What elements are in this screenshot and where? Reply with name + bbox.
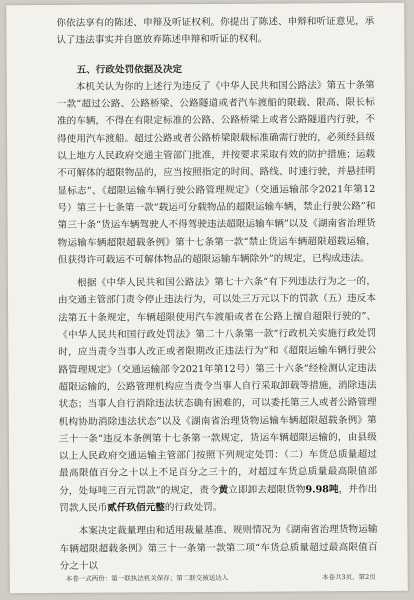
paragraph-discretion: 本案决定裁量理由和适用裁量基准、规则情况为《湖南省治理货物运输车辆超限超载条例》第三十一条第一款第二项“车货总质量超过最高限值百分之十以 [59, 524, 378, 572]
section-heading: 五、行政处罚依据及决定 [76, 63, 183, 76]
footer-copies: 本卷一式两份：第一联执法机关保存；第二联交被送达人 [65, 573, 229, 583]
handwritten-fine: 贰仟玖佰元整 [107, 502, 165, 514]
penalty-text-mid: 立即卸去超限货物 [228, 484, 306, 496]
paragraph-violation: 本机关认为你的上述行为违反了《中华人民共和国公路法》第五十条第一款“超过公路、公路桥梁、公路隧道或者汽车渡船的限载、限高、限长标准的车辆，不得在有限定标准的公路、公路桥梁上或者公路隧道内行驶，不得使用汽车渡船。超过公路或者公路桥梁限载标准确需行驶的，必须经县级以上地方人民政府交通主管部门批准，并按要求采取有效的防护措施；运载不可解体的超限物品的，应当按照指定的时间、路线、时速行驶，并悬挂明显标志”、《超限运输车辆行驶公路管理规定》（交通运输部令2021年第12号）第三十七条第一款“载运可分载物品的超限运输车辆，禁止行驶公路”和第三十条“货运车辆驾驶人不得驾驶违法超限运输车辆”以及《湖南省治理货物运输车辆超限超载条例》第十七条第一款“禁止货运车辆超限超载运输，但获得许可载运不可解体物品的超限运输车辆除外”的规定，已构成违法。 [56, 79, 376, 266]
handwritten-amount: 9.98吨 [305, 483, 339, 496]
penalty-text-start: 根据《中华人民共和国公路法》第七十六条“有下列违法行为之一的，由交通主管部门责令停止违法行为，可以处三万元以下的罚款（五）违反本法第五十条规定，车辆超限使用汽车渡船或者在公路上擅自超限行驶的”、《中华人民共和国行政处罚法》第二十八条第一款“行政机关实施行政处罚时，应当责令当事人改正或者限期改正违法行为”和《超限运输车辆行驶公路管理规定》（交通运输部令2021年第12号）第三十六条“经检测认定违法超限运输的，公路管理机构应当责令当事人自行采取卸载等措施，消除违法状态；当事人自行消除违法状态确有困难的，可以委托第三人或者公路管理机构协助消除违法状态”以及《湖南省治理货物运输车辆超限超载条例》第三十一条“违反本条例第十七条第一款规定，货运车辆超限运输的，由县级以上人民政府交通运输主管部门按照下列规定处罚：（二）车货总质量超过最高限值百分之十以上不足百分之三十的，对超过车货总质量最高限值部分，处每吨三百元罚款”的规定，责令 [57, 276, 378, 497]
penalty-text-end: ，并作出罚款人民币 [59, 483, 378, 514]
footer-page-number: 本卷共3页，第2页 [321, 572, 376, 582]
paragraph-rights: 你依法享有的陈述、申辩及听证权利。你提出了陈述、申辩和听证意见，承认了违法事实并自愿放弃陈述申辩和听证的权利。 [56, 15, 375, 47]
page-footer [66, 572, 376, 583]
document-body [56, 13, 377, 575]
paragraph-penalty [58, 273, 377, 517]
penalty-text-close: 的行政处罚。 [164, 501, 223, 514]
document-page [6, 3, 408, 593]
handwritten-name: 黄 [218, 484, 229, 496]
